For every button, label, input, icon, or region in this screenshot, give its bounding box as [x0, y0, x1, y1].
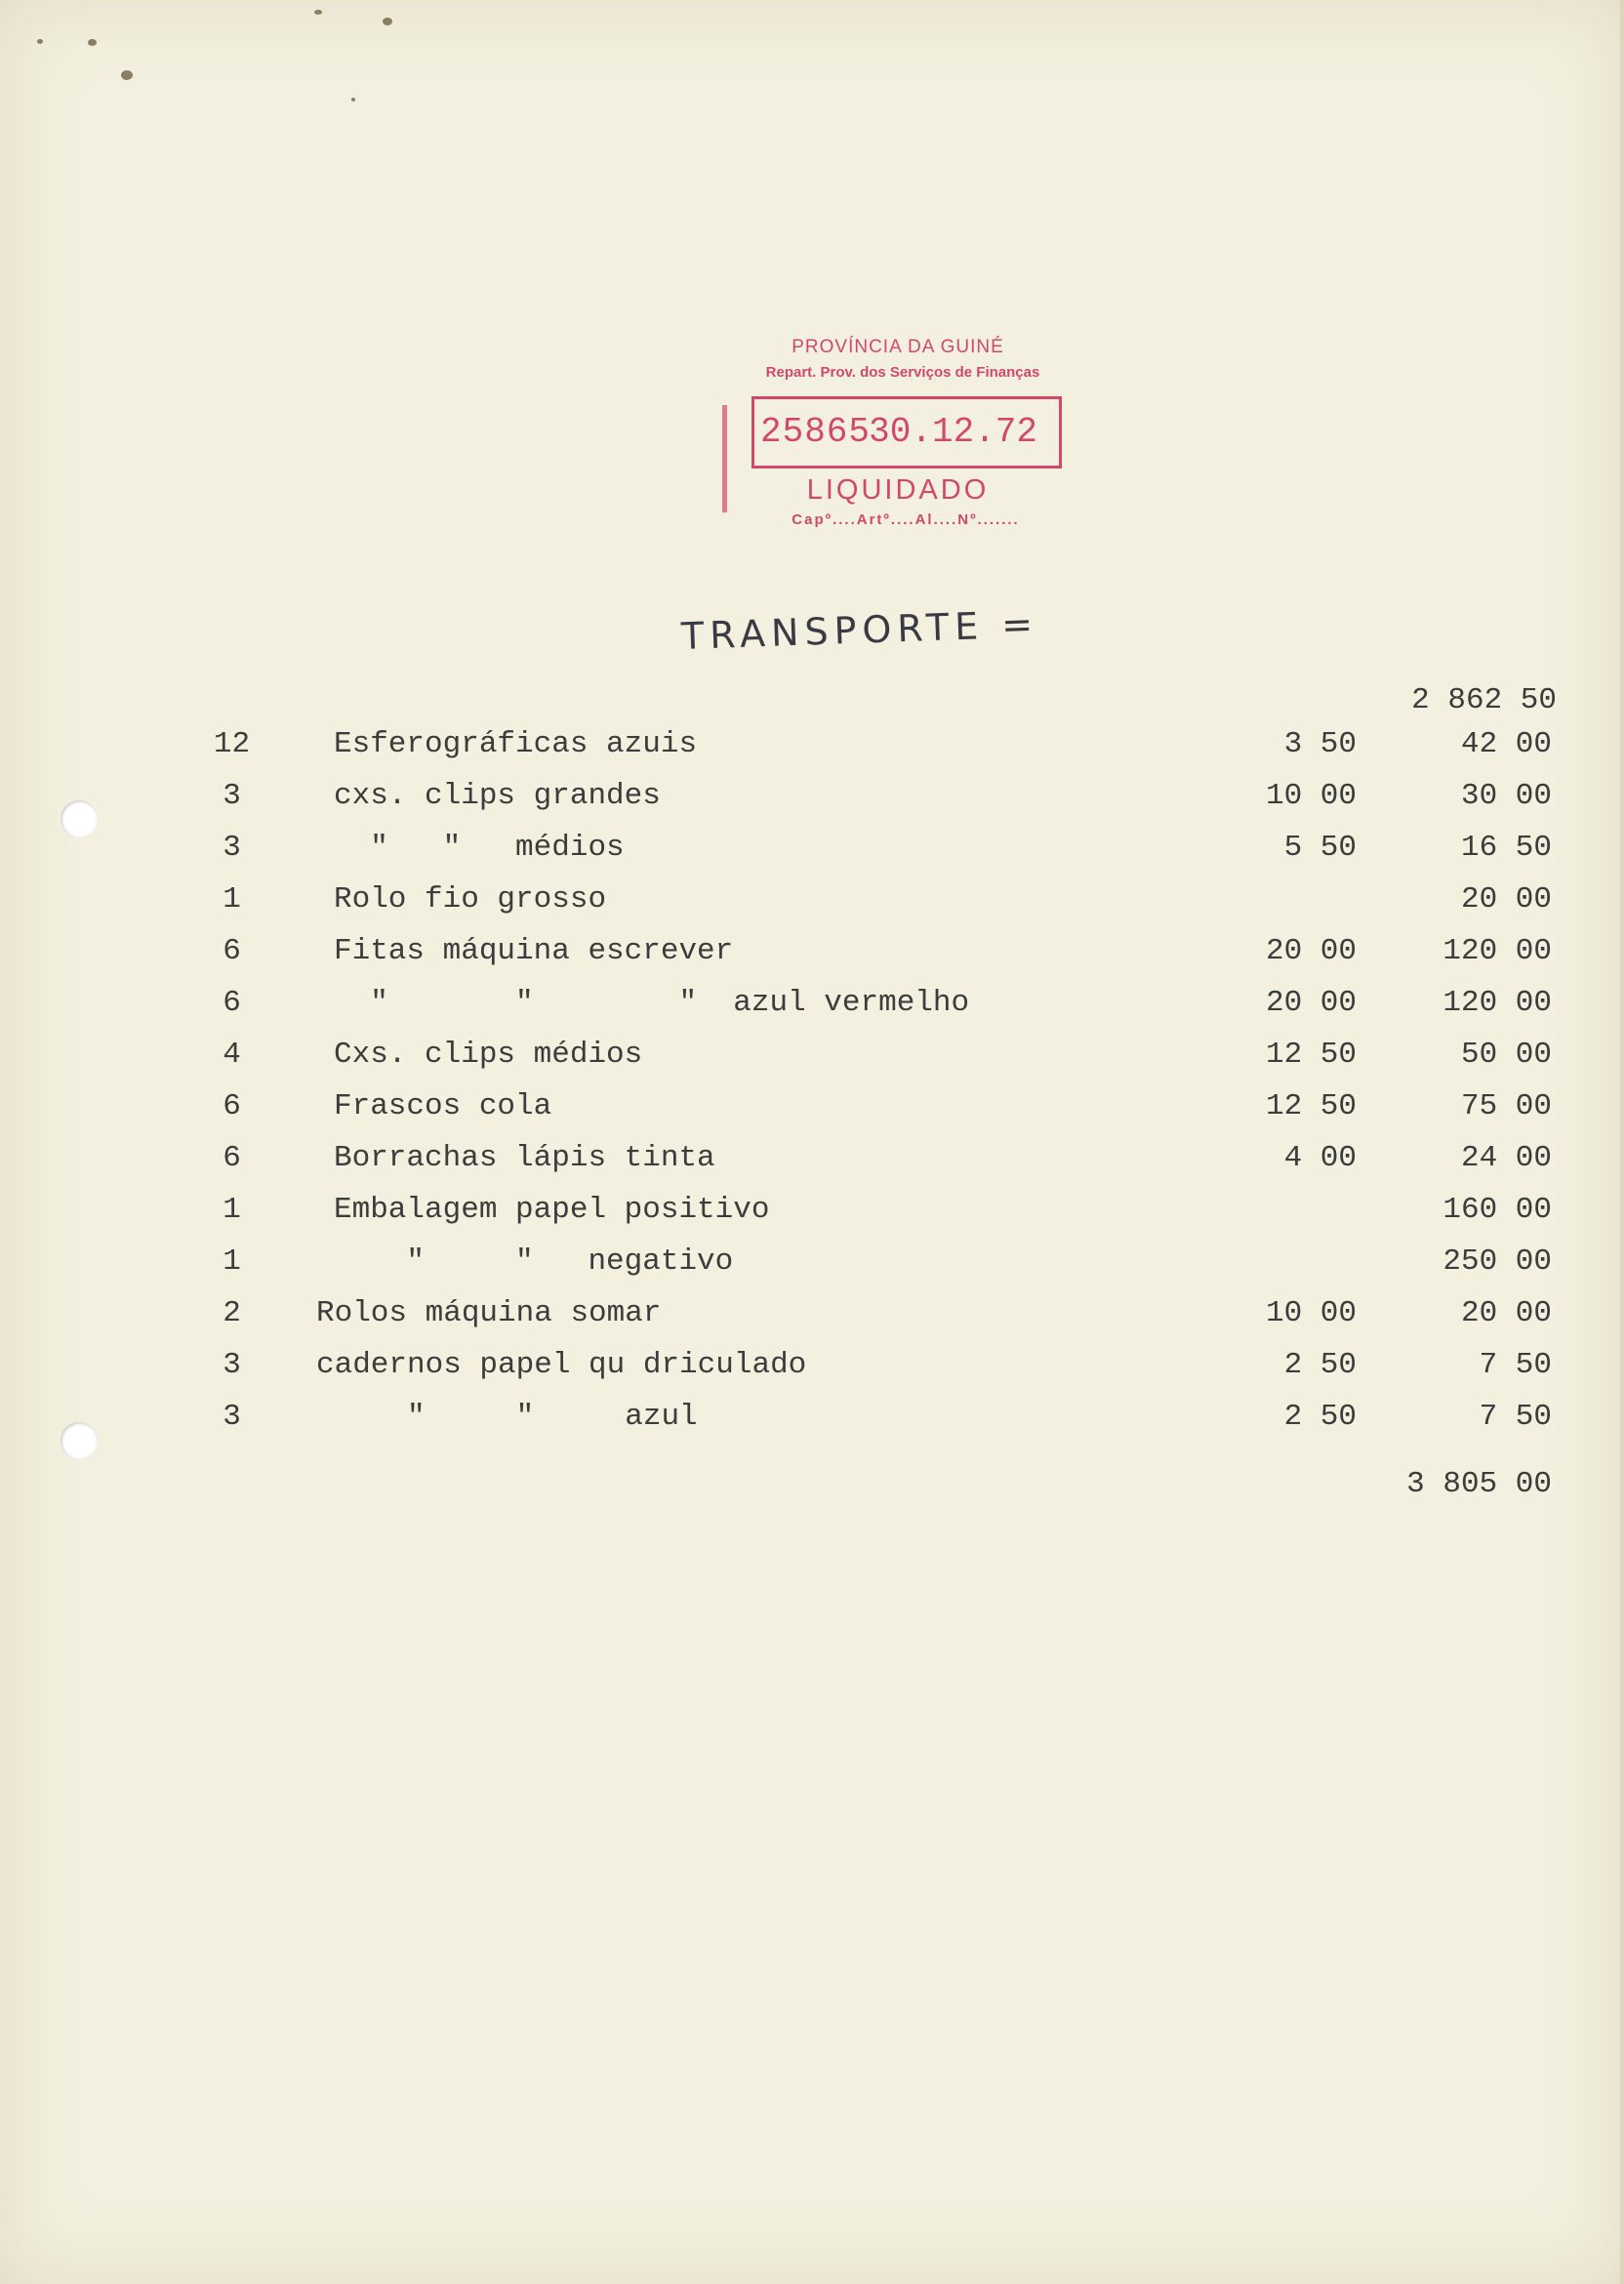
- item-total: 20 00: [1460, 1296, 1552, 1330]
- table-row: [0, 722, 1624, 767]
- item-unit-price: 2 50: [1283, 1400, 1357, 1434]
- table-row: [0, 1240, 1624, 1285]
- item-desc: " " azul: [316, 1400, 698, 1434]
- item-total: 75 00: [1460, 1089, 1552, 1123]
- item-qty: 6: [223, 1141, 241, 1175]
- item-qty: 3: [223, 1400, 241, 1434]
- stamp-reference-line: Capº....Artº....Al....Nº.......: [792, 511, 1020, 528]
- item-desc: Cxs. clips médios: [334, 1038, 643, 1072]
- item-desc: Fitas máquina escrever: [334, 934, 734, 968]
- table-row: [0, 774, 1624, 819]
- item-unit-price: 10 00: [1265, 779, 1357, 813]
- item-qty: 2: [223, 1296, 241, 1330]
- item-unit-price: 5 50: [1283, 831, 1357, 865]
- item-total: 7 50: [1479, 1348, 1552, 1382]
- table-row: [0, 1291, 1624, 1336]
- table-row: [0, 877, 1624, 922]
- item-unit-price: 20 00: [1265, 934, 1357, 968]
- table-row: [0, 1395, 1624, 1440]
- item-unit-price: 3 50: [1283, 727, 1357, 761]
- item-total: 50 00: [1460, 1038, 1552, 1072]
- item-unit-price: 4 00: [1283, 1141, 1357, 1175]
- item-qty: 6: [223, 986, 241, 1020]
- item-total: 24 00: [1460, 1141, 1552, 1175]
- item-unit-price: 10 00: [1265, 1296, 1357, 1330]
- grand-total: 3 805 00: [1406, 1467, 1552, 1501]
- table-row: [0, 826, 1624, 871]
- item-total: 42 00: [1460, 727, 1552, 761]
- table-row: [0, 1343, 1624, 1388]
- stamp-date: 30.12.72: [869, 412, 1037, 452]
- item-desc: cxs. clips grandes: [334, 779, 661, 813]
- item-qty: 1: [223, 1244, 241, 1279]
- item-total: 7 50: [1479, 1400, 1552, 1434]
- table-row: [0, 981, 1624, 1026]
- item-total: 120 00: [1442, 986, 1552, 1020]
- table-row: [0, 929, 1624, 974]
- item-qty: 6: [223, 934, 241, 968]
- stamp-province: PROVÍNCIA DA GUINÉ: [792, 337, 1004, 357]
- item-unit-price: 12 50: [1265, 1089, 1357, 1123]
- stamp-status: LIQUIDADO: [806, 474, 990, 506]
- carried-total: 2 862 50: [1411, 683, 1557, 717]
- item-total: 20 00: [1460, 882, 1552, 917]
- stamp-department: Repart. Prov. dos Serviços de Finanças: [765, 364, 1040, 381]
- item-desc: Rolos máquina somar: [316, 1296, 662, 1330]
- item-qty: 3: [223, 779, 241, 813]
- item-desc: " " médios: [334, 831, 625, 865]
- table-row: [0, 1084, 1624, 1129]
- item-desc: Esferográficas azuis: [334, 727, 698, 761]
- item-qty: 6: [223, 1089, 241, 1123]
- item-qty: 1: [223, 1193, 241, 1227]
- item-desc: " " " azul vermelho: [334, 986, 970, 1020]
- table-row: [0, 1136, 1624, 1181]
- item-qty: 12: [213, 727, 251, 761]
- item-qty: 3: [223, 831, 241, 865]
- table-row: [0, 1033, 1624, 1078]
- handwritten-transporte: TRANSPORTE =: [680, 602, 1039, 658]
- item-total: 160 00: [1442, 1193, 1552, 1227]
- table-row: [0, 1188, 1624, 1233]
- item-unit-price: 12 50: [1265, 1038, 1357, 1072]
- item-total: 16 50: [1460, 831, 1552, 865]
- item-desc: Embalagem papel positivo: [334, 1193, 770, 1227]
- item-unit-price: 20 00: [1265, 986, 1357, 1020]
- item-total: 250 00: [1442, 1244, 1552, 1279]
- item-qty: 4: [223, 1038, 241, 1072]
- item-desc: Borrachas lápis tinta: [334, 1141, 715, 1175]
- item-qty: 1: [223, 882, 241, 917]
- item-unit-price: 2 50: [1283, 1348, 1357, 1382]
- item-desc: cadernos papel qu driculado: [316, 1348, 807, 1382]
- stamp-number: 25865: [760, 412, 872, 452]
- item-desc: Frascos cola: [334, 1089, 552, 1123]
- item-desc: " " negativo: [334, 1244, 734, 1279]
- item-qty: 3: [223, 1348, 241, 1382]
- item-total: 120 00: [1442, 934, 1552, 968]
- item-desc: Rolo fio grosso: [334, 882, 607, 917]
- item-total: 30 00: [1460, 779, 1552, 813]
